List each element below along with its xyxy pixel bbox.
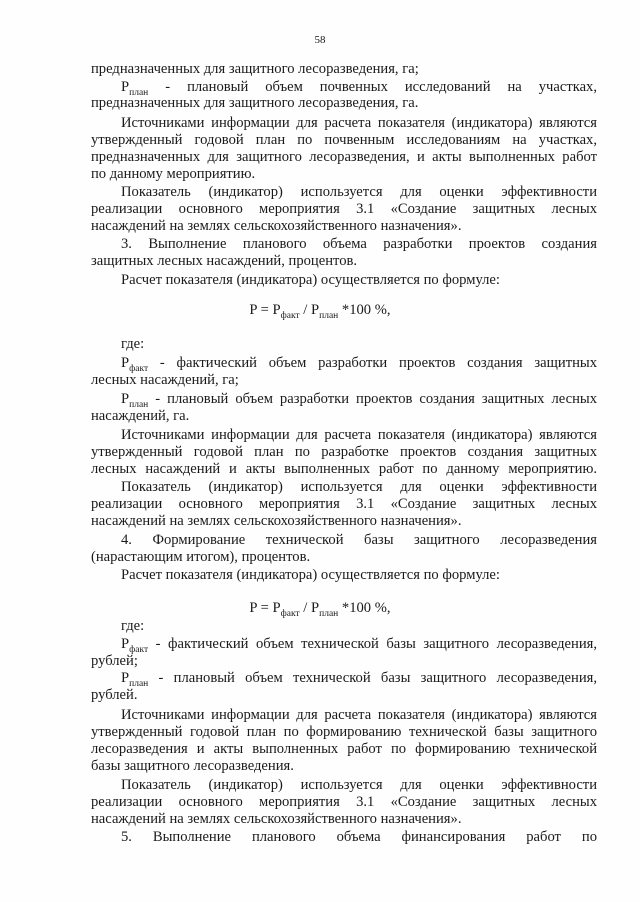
line-22: лесных насаждений и акты выполненных работ по данному мероприятию. — [91, 461, 597, 477]
line-23: Показатель (индикатор) используется для оценки эффективности — [121, 479, 597, 495]
line-1: предназначенных для защитного лесоразведения, га; — [91, 61, 419, 77]
line-36: утвержденный годовой план по формированию технической базы защитного — [91, 724, 597, 740]
line-20: Источниками информации для расчета показателя (индикатора) являются — [121, 427, 597, 443]
line-4: Источниками информации для расчета показателя (индикатора) являются — [121, 115, 597, 131]
line-21: утвержденный годовой план по разработке проектов создания защитных — [91, 444, 597, 460]
line-3: предназначенных для защитного лесоразведения, га. — [91, 95, 419, 111]
line-13: Расчет показателя (индикатора) осуществляется по формуле: — [121, 272, 500, 288]
line-17: лесных насаждений, га; — [91, 372, 239, 388]
line-42: 5. Выполнение планового объема финансирования работ по — [121, 829, 597, 845]
line-18: $P_{план}$ - плановый объем разработки проектов создания защитных лесных — [121, 391, 597, 410]
line-41: насаждений на землях сельскохозяйственного назначения». — [91, 811, 462, 827]
line-24: реализации основного мероприятия 3.1 «Создание защитных лесных — [91, 496, 597, 512]
line-5: утвержденный годовой план по почвенным исследованиям на участках, — [91, 132, 597, 148]
line-11: 3. Выполнение планового объема разработки проектов создания — [121, 236, 597, 252]
page-number: 58 — [314, 34, 326, 46]
line-27: (нарастающим итогом), процентов. — [91, 549, 311, 565]
line-6: предназначенных для защитного лесоразведения, и акты выполненных работ — [91, 149, 597, 165]
line-35: Источниками информации для расчета показателя (индикатора) являются — [121, 707, 597, 723]
line-10: насаждений на землях сельскохозяйственного назначения». — [91, 218, 462, 234]
line-2: $P_{план}$ - плановый объем почвенных исследований на участках, — [121, 79, 597, 98]
line-37: лесоразведения и акты выполненных работ по формированию технической — [91, 741, 597, 757]
line-25: насаждений на землях сельскохозяйственного назначения». — [91, 513, 462, 529]
line-40: реализации основного мероприятия 3.1 «Создание защитных лесных — [91, 794, 597, 810]
line-39: Показатель (индикатор) используется для оценки эффективности — [121, 777, 597, 793]
line-16: $P_{факт}$ - фактический объем разработки проектов создания защитных — [121, 355, 597, 374]
line-28: Расчет показателя (индикатора) осуществляется по формуле: — [121, 567, 500, 583]
line-33: $P_{план}$ - плановый объем технической базы защитного лесоразведения, — [121, 670, 597, 689]
line-34: рублей. — [91, 687, 138, 703]
line-19: насаждений, га. — [91, 408, 190, 424]
line-38: базы защитного лесоразведения. — [91, 758, 294, 774]
line-9: реализации основного мероприятия 3.1 «Создание защитных лесных — [91, 201, 597, 217]
line-15: где: — [121, 336, 145, 352]
formula-1: $P = P_{факт} / P_{план}$ *100 %, — [249, 302, 391, 321]
line-31: $P_{факт}$ - фактический объем технической базы защитного лесоразведения, — [121, 636, 597, 655]
line-30: где: — [121, 618, 145, 634]
line-7: по данному мероприятию. — [91, 166, 256, 182]
line-12: защитных лесных насаждений, процентов. — [91, 253, 358, 269]
line-26: 4. Формирование технической базы защитного лесоразведения — [121, 532, 597, 548]
line-32: рублей; — [91, 653, 138, 669]
formula-2: $P = P_{факт} / P_{план}$ *100 %, — [249, 600, 391, 619]
line-8: Показатель (индикатор) используется для оценки эффективности — [121, 184, 597, 200]
